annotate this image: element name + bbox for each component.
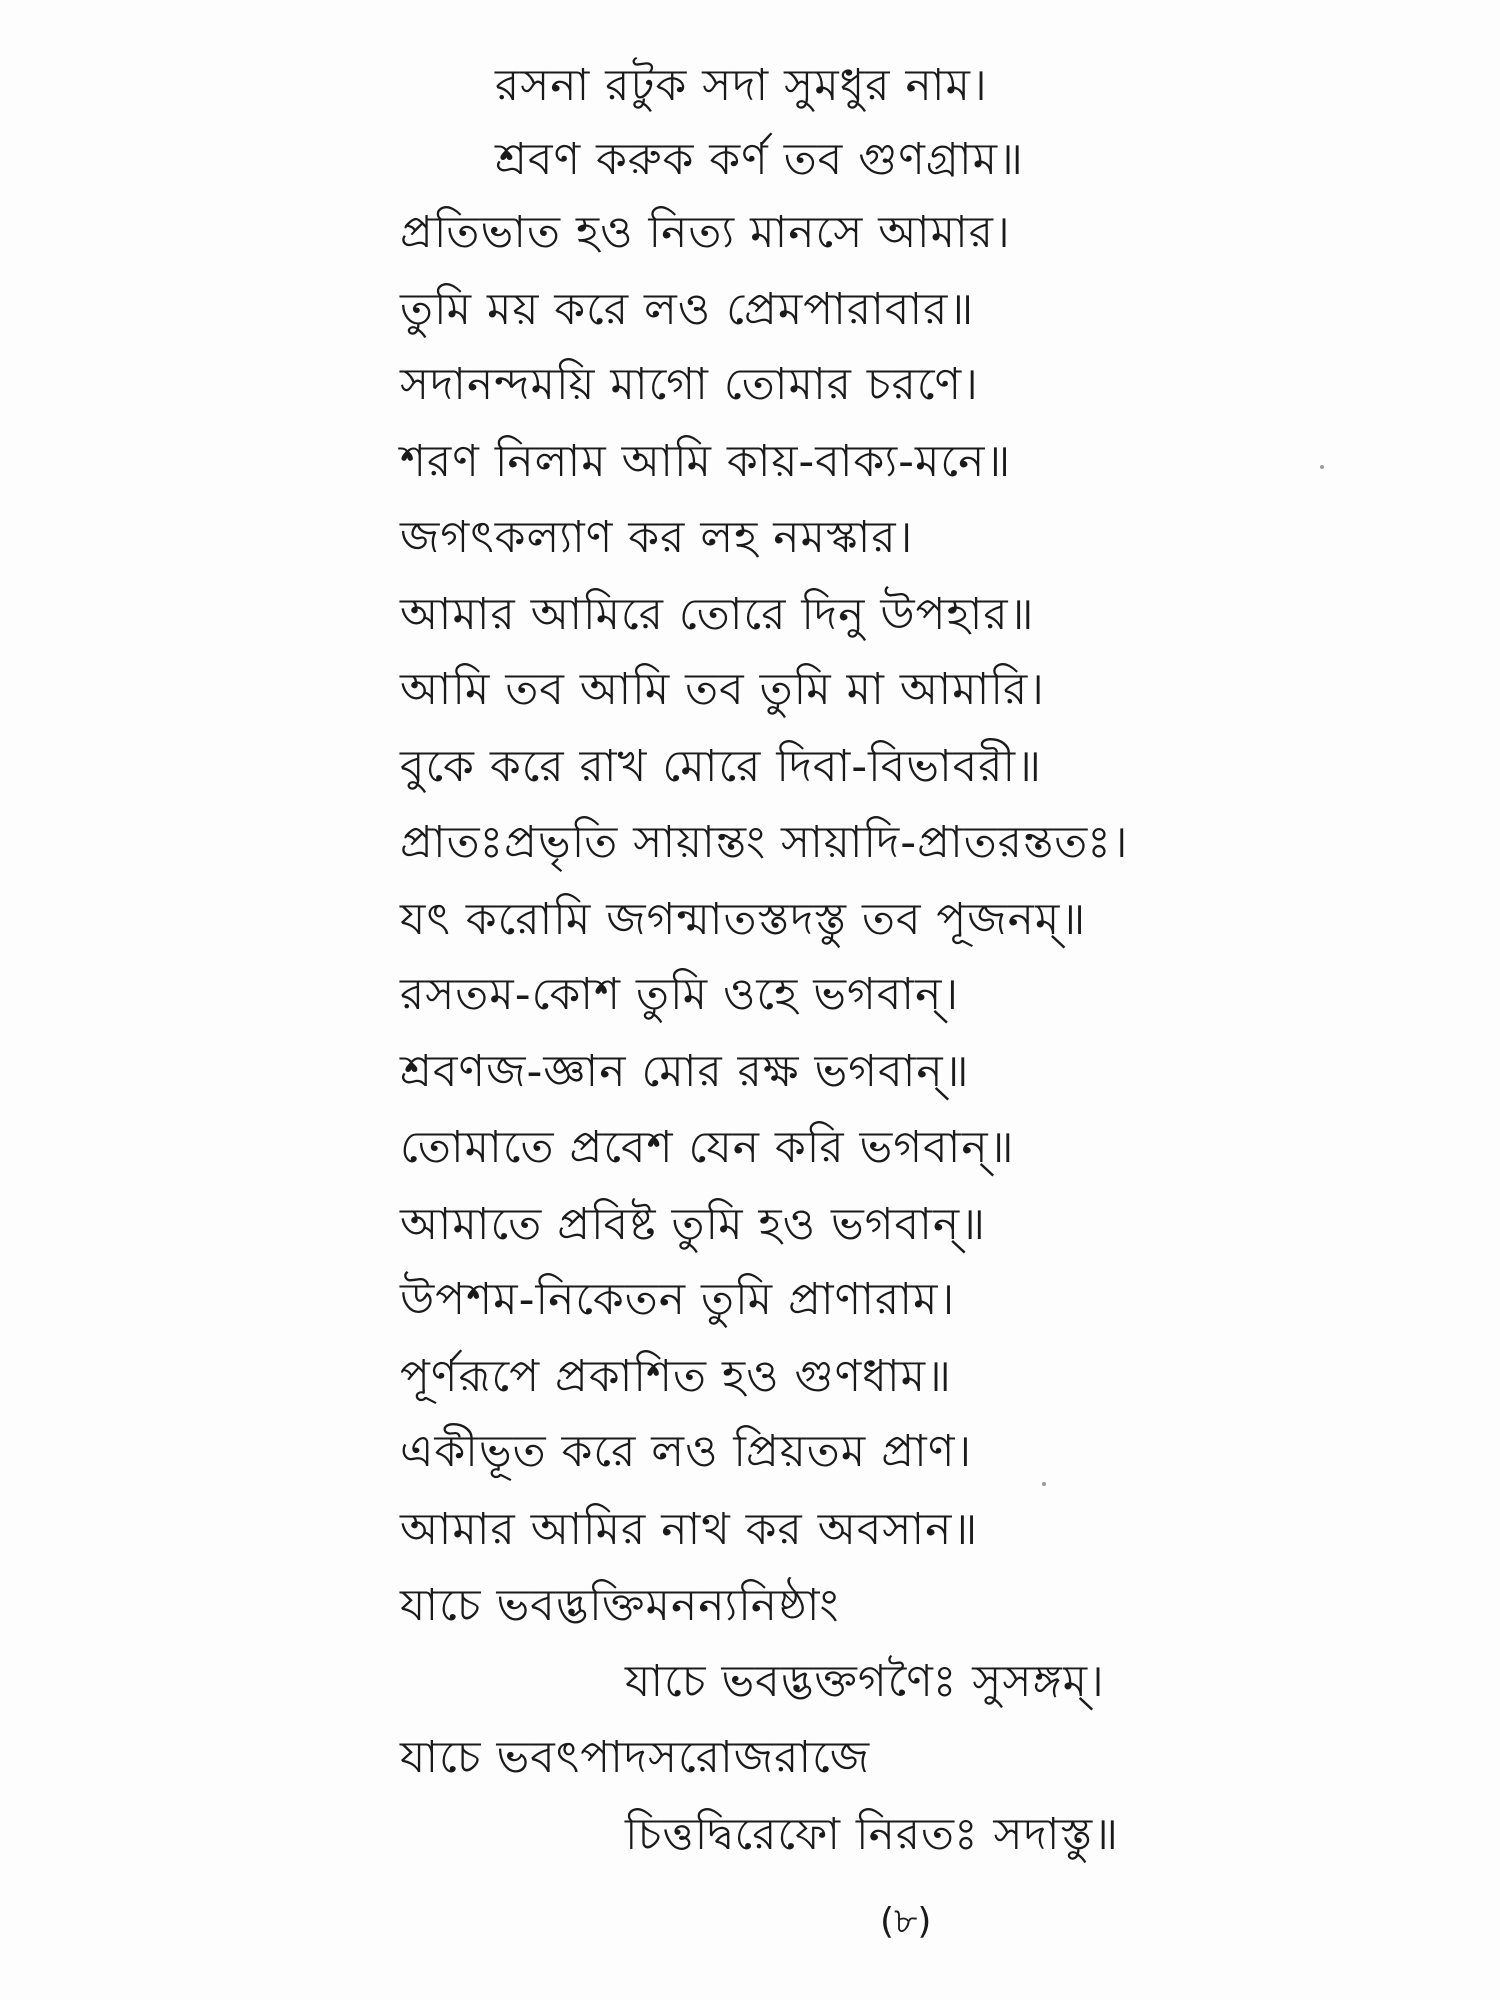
verse-line-12: যৎ করোমি জগন্মাতস্তদস্তু তব পূজনম্॥ [400, 894, 1087, 945]
verse-line-5: সদানন্দময়ি মাগো তোমার চরণে। [400, 359, 979, 410]
verse-line-14: শ্রবণজ-জ্ঞান মোর রক্ষ ভগবান্॥ [400, 1046, 970, 1097]
verse-line-23: যাচে ভবৎপাদসরোজরাজে [400, 1732, 871, 1783]
scan-speck [1042, 1482, 1046, 1486]
verse-line-2: শ্রবণ করুক কর্ণ তব গুণগ্রাম॥ [495, 134, 1024, 185]
verse-line-4: তুমি ময় করে লও প্রেমপারাবার॥ [400, 284, 975, 335]
verse-line-1: রসনা রটুক সদা সুমধুর নাম। [495, 60, 988, 111]
verse-line-7: জগৎকল্যাণ কর লহ নমস্কার। [400, 512, 914, 563]
page-number: (৮) [880, 1901, 932, 1942]
verse-line-21: যাচে ভবদ্ভক্তিমনন্যনিষ্ঠাং [400, 1580, 840, 1631]
verse-line-16: আমাতে প্রবিষ্ট তুমি হও ভগবান্॥ [400, 1199, 987, 1250]
verse-line-11: প্রাতঃপ্রভৃতি সায়ান্তং সায়াদি-প্রাতরন্ততঃ। [400, 817, 1129, 868]
scan-speck [1320, 465, 1324, 469]
verse-line-13: রসতম-কোশ তুমি ওহে ভগবান্। [400, 969, 960, 1020]
verse-line-22: যাচে ভবদ্ভক্তগণৈঃ সুসঙ্গম্। [625, 1656, 1105, 1707]
verse-line-15: তোমাতে প্রবেশ যেন করি ভগবান্॥ [400, 1122, 1015, 1173]
verse-line-24: চিত্তদ্বিরেফো নিরতঃ সদাস্তু॥ [625, 1809, 1119, 1860]
verse-line-18: পূর্ণরূপে প্রকাশিত হও গুণধাম॥ [400, 1351, 952, 1402]
verse-line-9: আমি তব আমি তব তুমি মা আমারি। [400, 664, 1045, 715]
verse-line-8: আমার আমিরে তোরে দিনু উপহার॥ [400, 589, 1035, 640]
verse-line-10: বুকে করে রাখ মোরে দিবা-বিভাবরী॥ [400, 741, 1042, 792]
verse-line-6: শরণ নিলাম আমি কায়-বাক্য-মনে॥ [400, 436, 1012, 487]
verse-line-17: উপশম-নিকেতন তুমি প্রাণারাম। [400, 1274, 956, 1325]
verse-line-19: একীভূত করে লও প্রিয়তম প্রাণ। [400, 1426, 973, 1477]
verse-line-3: প্রতিভাত হও নিত্য মানসে আমার। [400, 207, 1011, 258]
verse-line-20: আমার আমির নাথ কর অবসান॥ [400, 1504, 979, 1555]
